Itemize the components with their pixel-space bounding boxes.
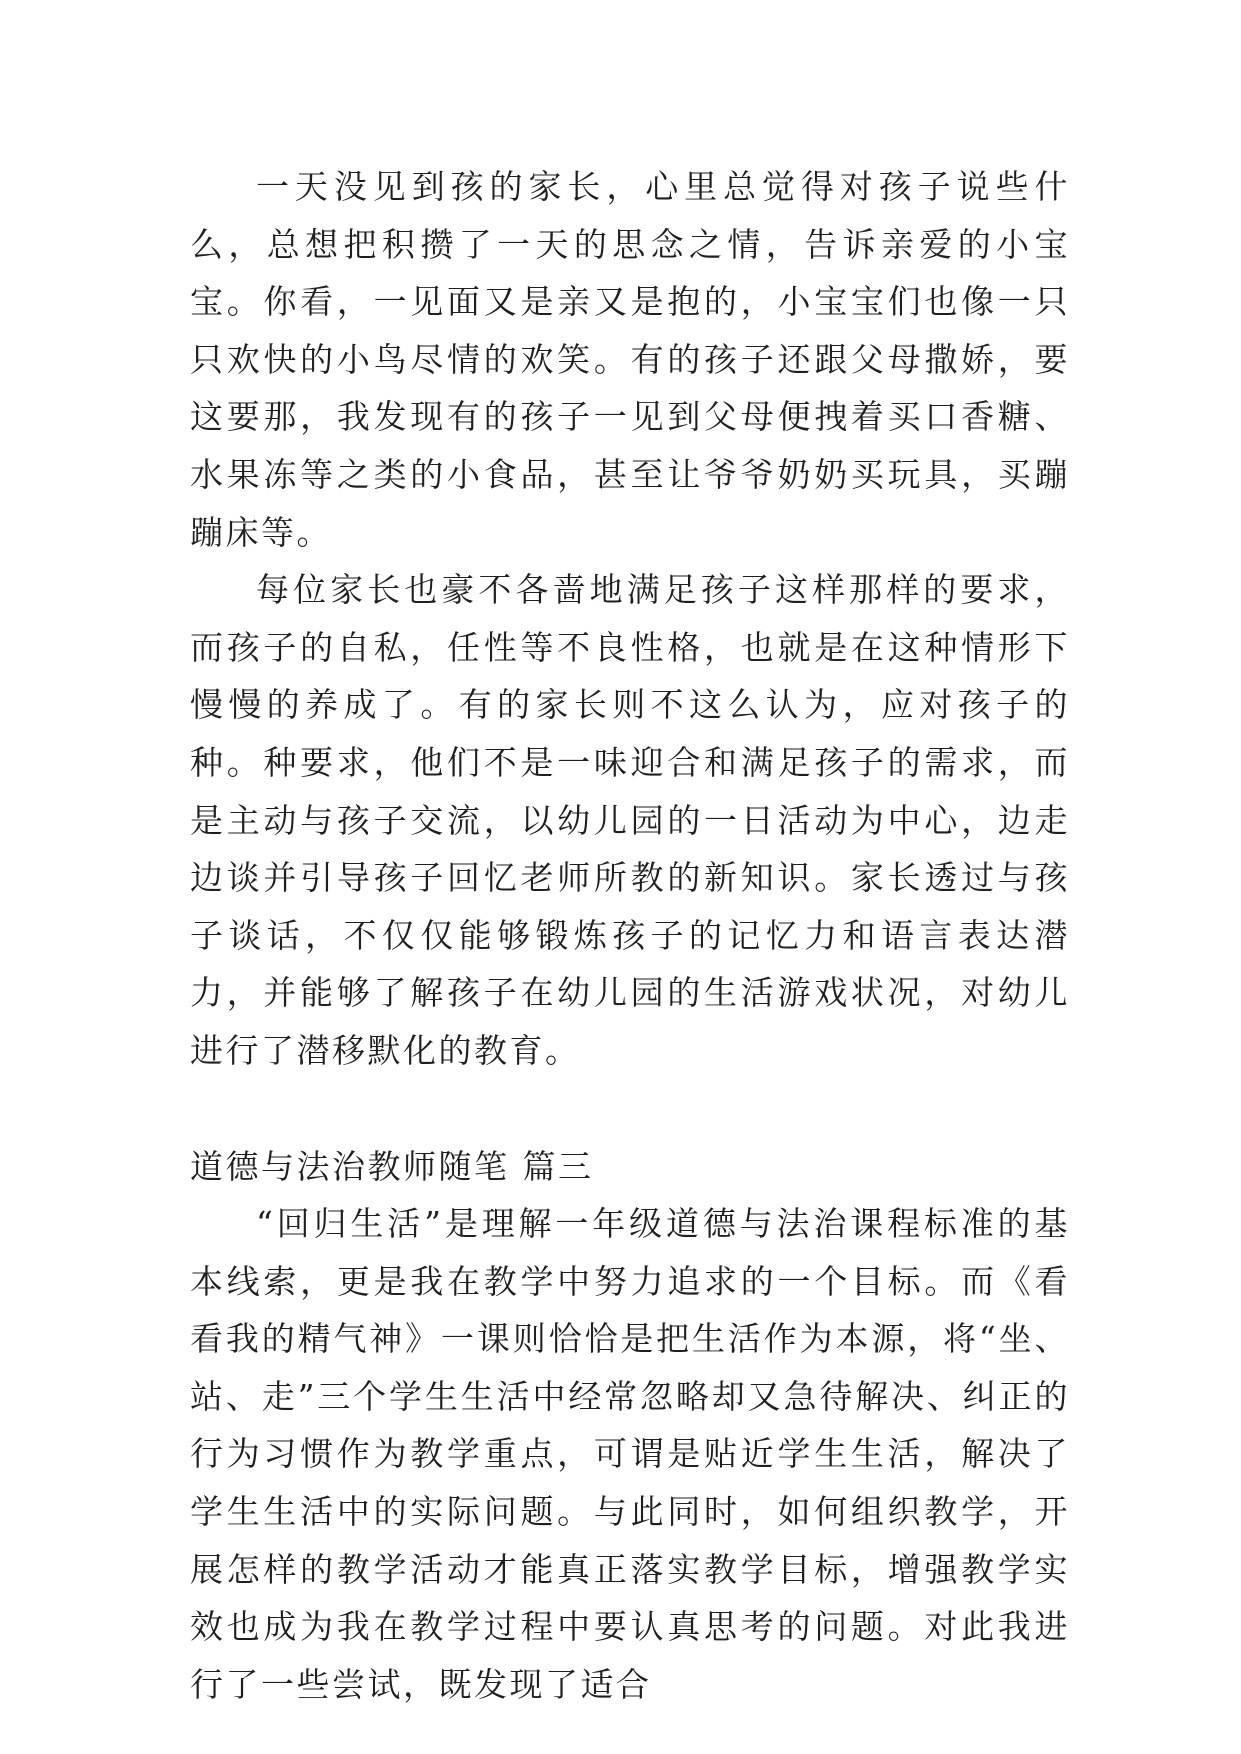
document-body xyxy=(190,158,1070,1713)
paragraph-3: “回归生活”是理解一年级道德与法治课程标准的基本线索，更是我在教学中努力追求的一个目标。而《看看我的精气神》一课则恰恰是把生活作为本源，将“坐、站、走”三个学生生活中经常忽略却又急待解决、纠正的行为习惯作为教学重点，可谓是贴近学生生活，解决了学生生活中的实际问题。与此同时，如何组织教学，开展怎样的教学活动才能真正落实教学目标，增强教学实效也成为我在教学过程中要认真思考的问题。对此我进行了一些尝试，既发现了适合 xyxy=(190,1204,1070,1704)
paragraph-2: 每位家长也豪不各啬地满足孩子这样那样的要求，而孩子的自私，任性等不良性格，也就是在这种情形下慢慢的养成了。有的家长则不这么认为，应对孩子的种。种要求，他们不是一味迎合和满足孩子的需求，而是主动与孩子交流，以幼儿园的一日活动为中心，边走边谈并引导孩子回忆老师所教的新知识。家长透过与孩子谈话，不仅仅能够锻炼孩子的记忆力和语言表达潜力，并能够了解孩子在幼儿园的生活游戏状况，对幼儿进行了潜移默化的教育。 xyxy=(190,570,1070,1070)
section-heading: 道德与法治教师随笔 篇三 xyxy=(190,1146,594,1186)
paragraph-1: 一天没见到孩的家长，心里总觉得对孩子说些什么，总想把积攒了一天的思念之情，告诉亲爱的小宝宝。你看，一见面又是亲又是抱的，小宝宝们也像一只只欢快的小鸟尽情的欢笑。有的孩子还跟父母撒娇，要这要那，我发现有的孩子一见到父母便拽着买口香糖、水果冻等之类的小食品，甚至让爷爷奶奶买玩具，买蹦蹦床等。 xyxy=(190,167,1070,552)
